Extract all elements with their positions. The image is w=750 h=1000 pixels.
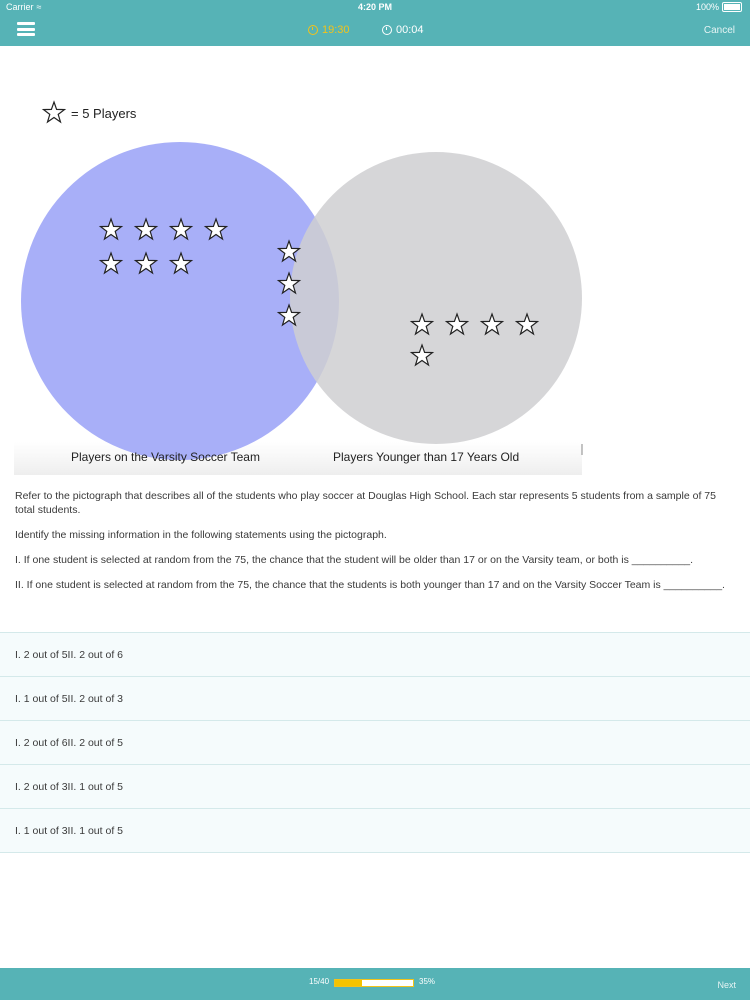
venn-diagram xyxy=(14,62,584,475)
legend-label: = 5 Players xyxy=(71,106,137,121)
answer-option-1[interactable]: I. 2 out of 5II. 2 out of 6 xyxy=(0,632,750,676)
cancel-button[interactable]: Cancel xyxy=(703,25,735,36)
battery-label: 100% xyxy=(695,2,719,12)
answer-option-2[interactable]: I. 1 out of 5II. 2 out of 3 xyxy=(0,676,750,720)
younger-label: Players Younger than 17 Years Old xyxy=(333,450,520,464)
question-instruction: Identify the missing information in the following statements using the pictograph. xyxy=(15,529,387,541)
legend-star-icon xyxy=(44,102,65,122)
status-time: 4:20 PM xyxy=(357,2,392,12)
question-statement-2: II. If one student is selected at random from the 75, the chance that the students is both younger than 17 and on the Varsity Soccer Team is __________. xyxy=(15,579,725,591)
battery-icon xyxy=(722,2,742,12)
timer-elapsed xyxy=(382,24,424,36)
clock-icon xyxy=(382,25,392,35)
younger-circle xyxy=(290,152,582,444)
answer-option-4[interactable]: I. 2 out of 3II. 1 out of 5 xyxy=(0,764,750,808)
next-button[interactable]: Next xyxy=(717,980,736,990)
answer-option-5[interactable]: I. 1 out of 3II. 1 out of 5 xyxy=(0,808,750,853)
menu-icon[interactable] xyxy=(17,22,35,36)
timer-remaining xyxy=(308,24,350,36)
varsity-label: Players on the Varsity Soccer Team xyxy=(71,450,260,464)
progress-percent: 35% xyxy=(419,977,436,986)
progress-fill xyxy=(335,980,362,986)
answer-list xyxy=(0,632,750,853)
timer-elapsed-value: 00:04 xyxy=(396,24,424,36)
clock-icon xyxy=(308,25,318,35)
bottom-bar xyxy=(0,968,750,1000)
question-statement-1: I. If one student is selected at random from the 75, the chance that the student will be older than 17 or on the Varsity team, or both is __________. xyxy=(15,554,694,566)
question-intro: Refer to the pictograph that describes all of the students who play soccer at Douglas High School. Each star represents 5 students from a sample of 75 total students. xyxy=(15,490,716,516)
wifi-icon: ≈ xyxy=(36,2,42,12)
carrier-label: Carrier xyxy=(6,2,34,12)
question-text xyxy=(15,489,737,603)
top-bar xyxy=(0,0,750,46)
progress-count: 15/40 xyxy=(309,977,330,986)
timer-remaining-value: 19:30 xyxy=(322,24,350,36)
answer-option-3[interactable]: I. 2 out of 6II. 2 out of 5 xyxy=(0,720,750,764)
progress-bar xyxy=(334,979,414,987)
status-battery xyxy=(696,2,742,12)
pictograph-figure xyxy=(14,62,584,475)
